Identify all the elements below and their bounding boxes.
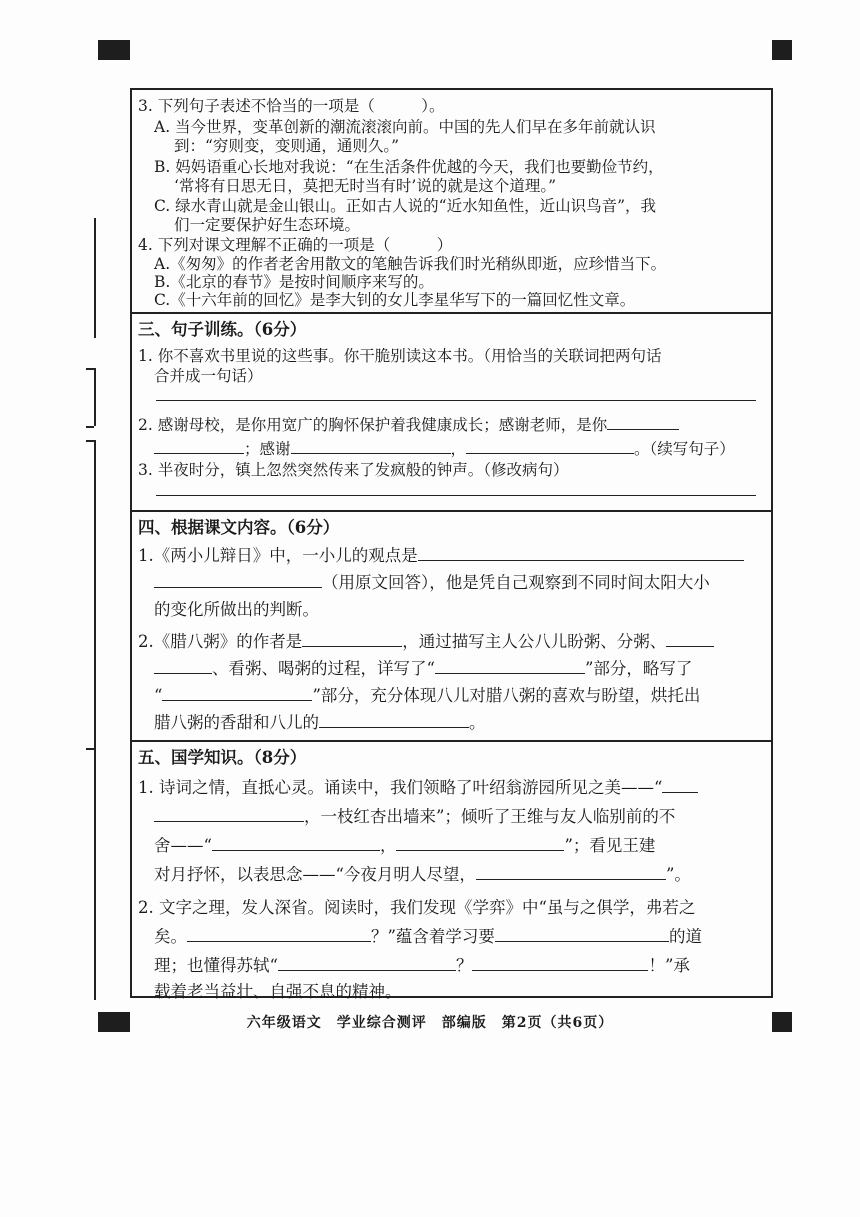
- answer-line[interactable]: [156, 400, 756, 401]
- s5-question-2-cont: 矣。 ？”蕴含着学习要 的道: [154, 923, 702, 950]
- s4-question-2-cont2: “ ”部分，充分体现八儿对腊八粥的喜欢与盼望，烘托出: [154, 682, 700, 709]
- answer-blank[interactable]: [495, 924, 669, 942]
- option-3b-cont: ‘常将有日思无日，莫把无时当有时’说的就是这个道理。”: [174, 177, 557, 195]
- answer-blank[interactable]: [154, 570, 322, 588]
- answer-blank[interactable]: [302, 629, 402, 647]
- answer-blank[interactable]: [278, 953, 456, 971]
- answer-blank[interactable]: [472, 953, 648, 971]
- answer-blank[interactable]: [212, 833, 380, 851]
- section-3-heading: 三、句子训练。（6分）: [138, 320, 307, 339]
- s3-question-2-cont: ；感谢 ， 。（续写句子）: [154, 436, 735, 459]
- option-3a: A. 当今世界，变革创新的潮流滚滚向前。中国的先人们早在多年前就认识: [154, 118, 656, 136]
- s4-question-1: 1.《两小儿辩日》中，一小儿的观点是: [138, 542, 744, 569]
- s3-question-1-cont: 合并成一句话）: [154, 367, 263, 385]
- option-4a: A.《匆匆》的作者老舍用散文的笔触告诉我们时光稍纵即逝，应珍惜当下。: [154, 255, 667, 273]
- option-3c-cont: 们一定要保护好生态环境。: [174, 216, 361, 234]
- answer-blank[interactable]: [435, 656, 585, 674]
- answer-blank[interactable]: [396, 833, 564, 851]
- section-5: [132, 740, 771, 1001]
- answer-blank[interactable]: [662, 775, 698, 793]
- answer-blank[interactable]: [154, 656, 212, 674]
- s4-question-1-end: 的变化所做出的判断。: [154, 600, 319, 619]
- registration-mark-top-left: [98, 40, 130, 60]
- answer-blank[interactable]: [666, 629, 714, 647]
- binding-line-3: [94, 440, 96, 1000]
- binding-tick: [86, 426, 94, 428]
- s4-question-2-cont: 、看粥、喝粥的过程，详写了“ ”部分，略写了: [154, 655, 692, 682]
- answer-blank[interactable]: [162, 683, 312, 701]
- binding-line-1: [94, 218, 96, 338]
- s5-question-1-cont: ，一枝红杏出墙来”；倾听了王维与友人临别前的不: [154, 803, 675, 830]
- section-choice: [132, 90, 771, 312]
- s3-question-3: 3. 半夜时分，镇上忽然突然传来了发疯般的钟声。（修改病句）: [138, 461, 569, 479]
- s5-question-1-end: 对月抒怀，以表思念——“今夜月明人尽望， ”。: [154, 861, 691, 888]
- answer-line[interactable]: [156, 495, 756, 496]
- option-3c: C. 绿水青山就是金山银山。正如古人说的“近水知鱼性，近山识鸟音”，我: [154, 197, 657, 215]
- s3-question-1: 1. 你不喜欢书里说的这些事。你干脆别读这本书。（用恰当的关联词把两句话: [138, 347, 662, 365]
- section-3: [132, 312, 771, 510]
- option-3a-cont: 到：“穷则变，变则通，通则久。”: [174, 137, 400, 155]
- s5-question-1: 1. 诗词之情，直抵心灵。诵读中，我们领略了叶绍翁游园所见之美——“: [138, 774, 698, 801]
- answer-blank[interactable]: [607, 412, 679, 430]
- option-4b: B.《北京的春节》是按时间顺序来写的。: [154, 273, 434, 291]
- s4-question-2: 2.《腊八粥》的作者是 ，通过描写主人公八儿盼粥、分粥、: [138, 628, 714, 655]
- answer-blank[interactable]: [319, 710, 469, 728]
- answer-blank[interactable]: [466, 436, 634, 454]
- binding-tick: [86, 368, 94, 370]
- binding-line-2: [94, 368, 96, 426]
- s5-question-2-cont2: 理；也懂得苏轼“ ？ ！”承: [154, 952, 690, 979]
- answer-blank[interactable]: [291, 436, 451, 454]
- exam-sheet: [130, 88, 773, 1001]
- s5-question-2-end: 载着老当益壮、自强不息的精神。: [154, 982, 402, 1001]
- section-4: [132, 510, 771, 740]
- binding-tick: [86, 748, 94, 750]
- question-3: 3. 下列句子表述不恰当的一项是（ ）。: [138, 97, 445, 115]
- binding-tick: [86, 440, 94, 442]
- s5-question-2: 2. 文字之理，发人深省。阅读时，我们发现《学弈》中“虽与之俱学，弗若之: [138, 898, 696, 917]
- page-footer: 六年级语文 学业综合测评 部编版 第2页（共6页）: [246, 1015, 614, 1031]
- answer-blank[interactable]: [154, 804, 304, 822]
- option-4c: C.《十六年前的回忆》是李大钊的女儿李星华写下的一篇回忆性文章。: [154, 291, 636, 309]
- answer-blank[interactable]: [187, 924, 371, 942]
- s5-question-1-cont2: 舍——“ ， ”；看见王建: [154, 832, 655, 859]
- section-5-heading: 五、国学知识。（8分）: [138, 748, 307, 767]
- s4-question-2-end: 腊八粥的香甜和八儿的 。: [154, 709, 486, 736]
- option-3b: B. 妈妈语重心长地对我说：“在生活条件优越的今天，我们也要勤俭节约，: [154, 158, 664, 176]
- section-4-heading: 四、根据课文内容。（6分）: [138, 518, 340, 537]
- registration-mark-top-right: [772, 40, 792, 60]
- s4-question-1-cont: （用原文回答），他是凭自己观察到不同时间太阳大小: [154, 569, 710, 596]
- answer-blank[interactable]: [476, 862, 666, 880]
- answer-blank[interactable]: [154, 436, 244, 454]
- question-4: 4. 下列对课文理解不正确的一项是（ ）: [138, 236, 453, 254]
- s3-question-2: 2. 感谢母校，是你用宽广的胸怀保护着我健康成长；感谢老师，是你: [138, 412, 679, 435]
- answer-blank[interactable]: [418, 543, 744, 561]
